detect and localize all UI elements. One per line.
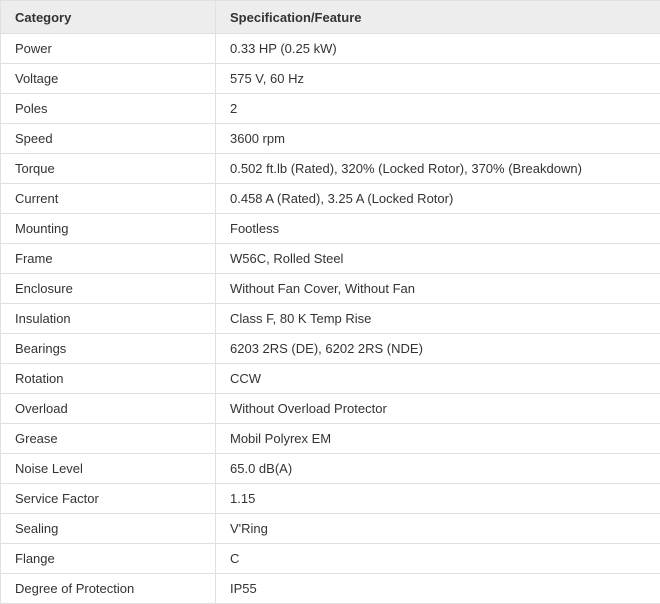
table-row [1,424,660,454]
cell-category: Flange [1,544,216,574]
table-row [1,64,660,94]
cell-specification: C [216,544,660,574]
table-row [1,94,660,124]
table-row [1,214,660,244]
cell-specification: 0.502 ft.lb (Rated), 320% (Locked Rotor), 370% (Breakdown) [216,154,660,184]
table-header [1,1,660,34]
cell-category: Rotation [1,364,216,394]
cell-specification: Footless [216,214,660,244]
table-row [1,454,660,484]
column-header-specification: Specification/Feature [216,1,660,34]
cell-category: Mounting [1,214,216,244]
cell-category: Grease [1,424,216,454]
cell-specification: CCW [216,364,660,394]
cell-specification: 65.0 dB(A) [216,454,660,484]
cell-category: Degree of Protection [1,574,216,604]
cell-specification: 575 V, 60 Hz [216,64,660,94]
cell-specification: IP55 [216,574,660,604]
cell-category: Service Factor [1,484,216,514]
table-row [1,484,660,514]
cell-specification: 0.458 A (Rated), 3.25 A (Locked Rotor) [216,184,660,214]
cell-category: Torque [1,154,216,184]
table-row [1,184,660,214]
cell-category: Bearings [1,334,216,364]
cell-specification: Without Fan Cover, Without Fan [216,274,660,304]
cell-specification: 1.15 [216,484,660,514]
cell-category: Overload [1,394,216,424]
cell-category: Insulation [1,304,216,334]
cell-category: Enclosure [1,274,216,304]
cell-specification: 3600 rpm [216,124,660,154]
table-row [1,514,660,544]
cell-category: Poles [1,94,216,124]
table-row [1,364,660,394]
cell-specification: 2 [216,94,660,124]
cell-specification: W56C, Rolled Steel [216,244,660,274]
cell-specification: V'Ring [216,514,660,544]
cell-category: Power [1,34,216,64]
cell-category: Noise Level [1,454,216,484]
cell-specification: Without Overload Protector [216,394,660,424]
table-row [1,124,660,154]
table-row [1,544,660,574]
table-row [1,304,660,334]
cell-category: Sealing [1,514,216,544]
column-header-category: Category [1,1,216,34]
cell-specification: 0.33 HP (0.25 kW) [216,34,660,64]
table-header-row [1,1,660,34]
table-row [1,34,660,64]
table-body [1,34,660,604]
cell-category: Current [1,184,216,214]
table-row [1,274,660,304]
cell-category: Voltage [1,64,216,94]
cell-specification: 6203 2RS (DE), 6202 2RS (NDE) [216,334,660,364]
cell-specification: Mobil Polyrex EM [216,424,660,454]
table-row [1,574,660,604]
cell-category: Frame [1,244,216,274]
table-row [1,244,660,274]
table-row [1,154,660,184]
table-row [1,394,660,424]
cell-specification: Class F, 80 K Temp Rise [216,304,660,334]
table-row [1,334,660,364]
cell-category: Speed [1,124,216,154]
